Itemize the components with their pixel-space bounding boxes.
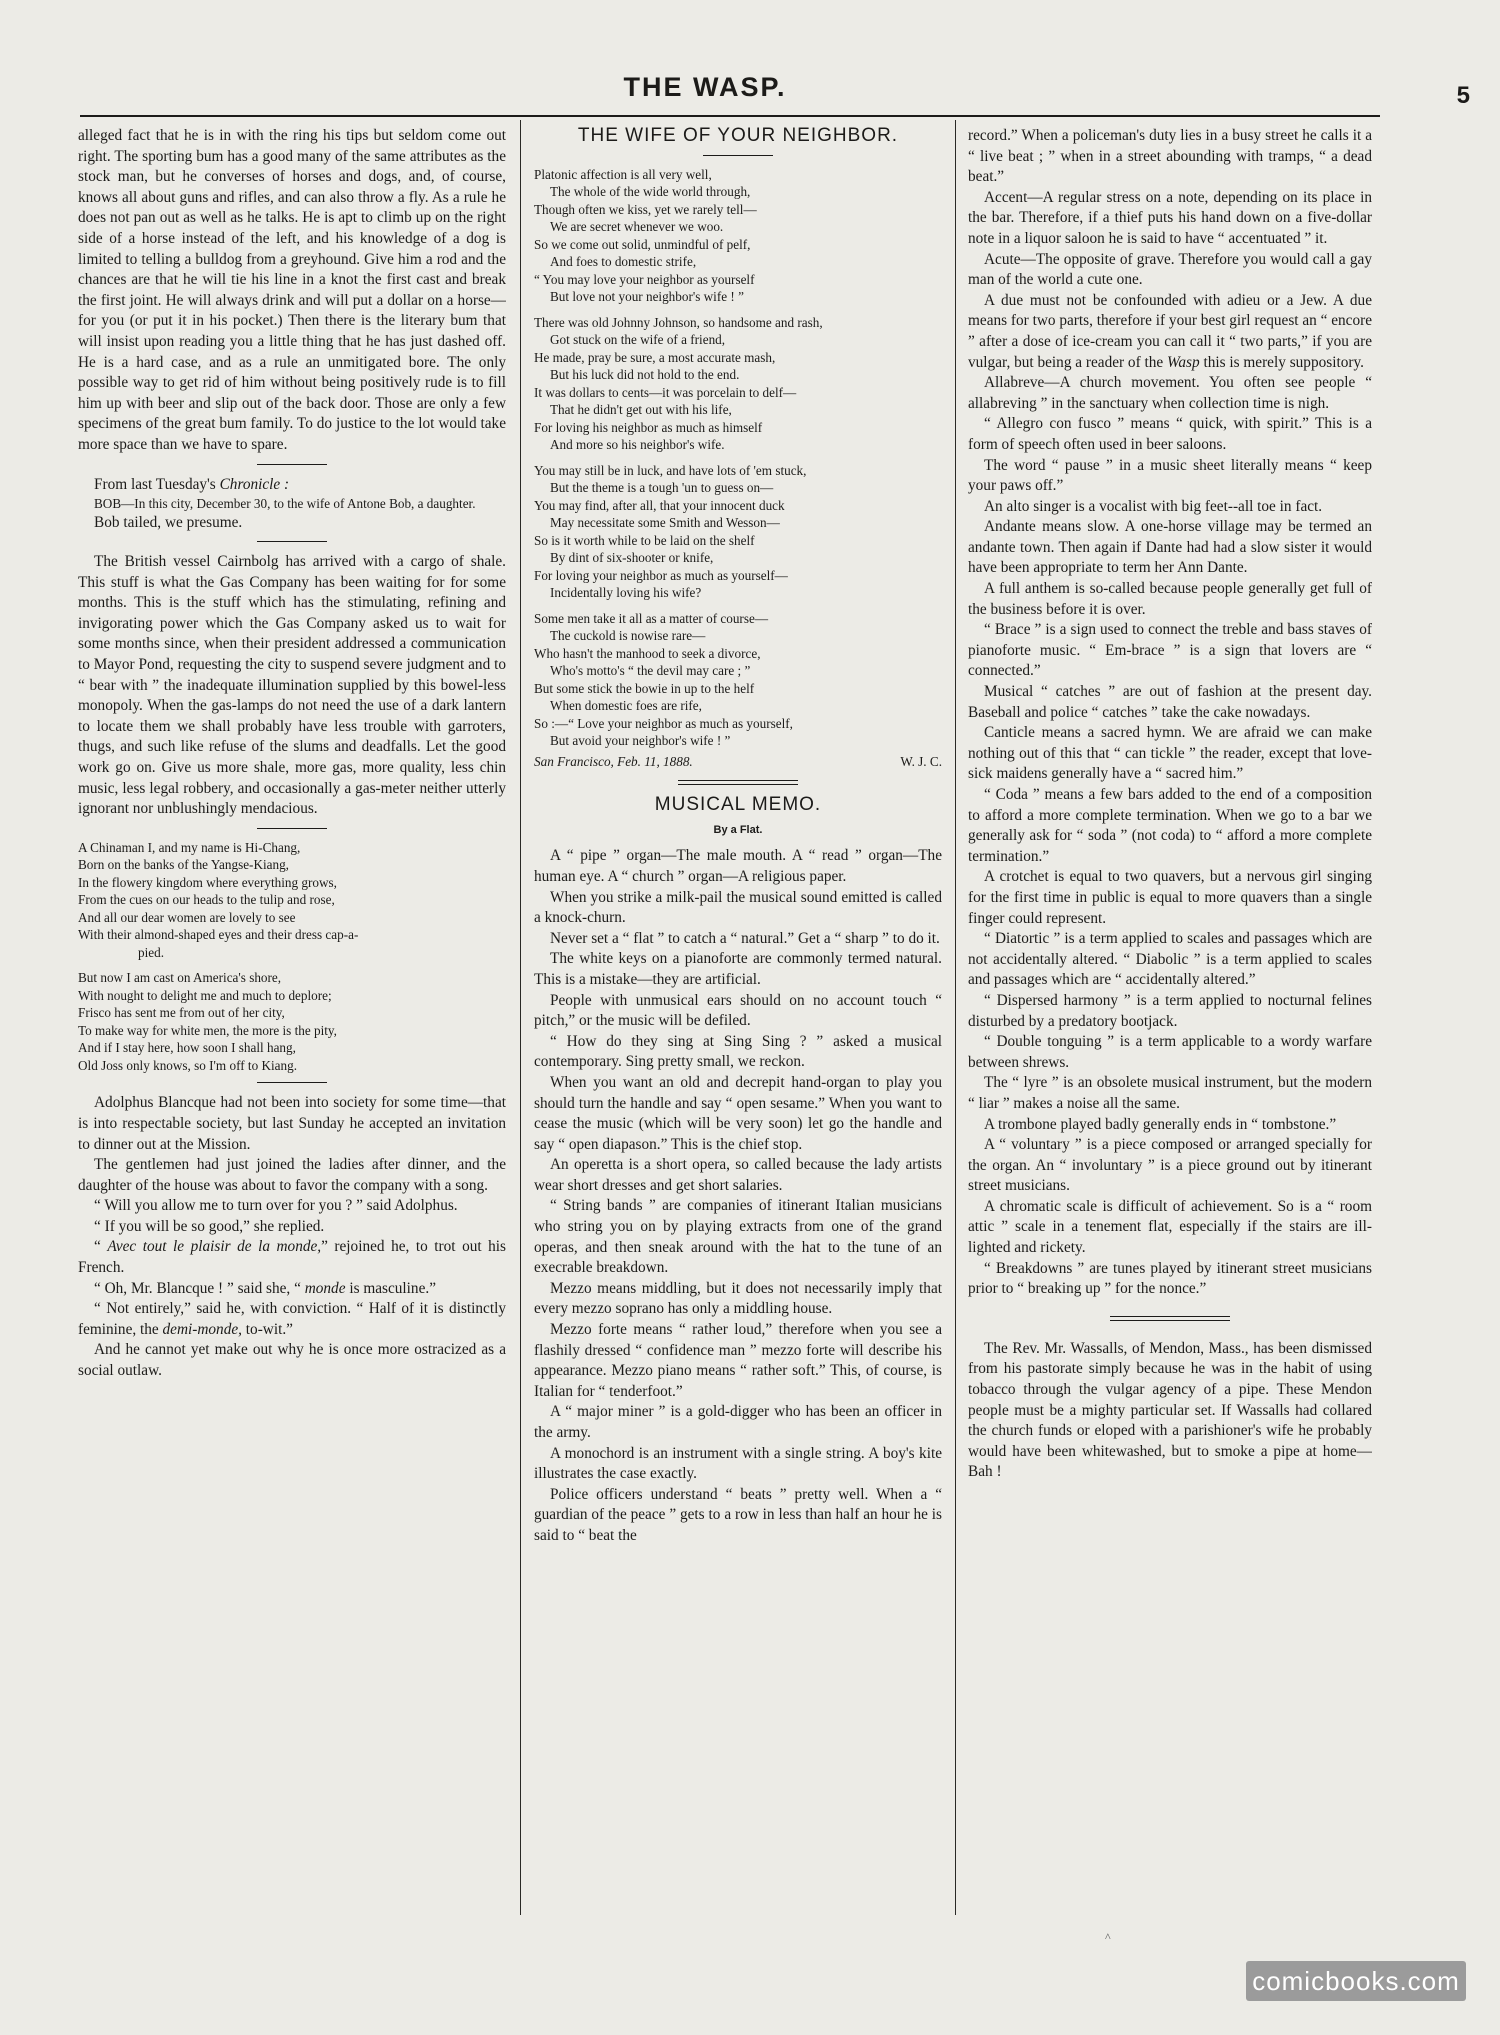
gas-article: The British vessel Cairnbolg has arrived with a cargo of shale. This stuff is what the Gas Company has been waiting for for some months. This is the stuff which has the stimulating, refining and invigorating power which the Gas Company asked us to wait for some months since, when their president addressed a communication to Mayor Pond, requesting the city to suspend severe judgment and to “ bear with ” the inadequate illumination supplied by this bowel-less monopoly. When the gas-lamps do not need the use of a dark lantern to locate them we shall probably have less trouble with garroters, thugs, and such like refuse of the slums and deadfalls. Let the good work go on. Give us more shale, more gas, more quality, less chin music, less legal robbery, and occasionally a gas-meter neither utterly ignorant nor unblushingly mendacious.	[78, 553, 506, 818]
chronicle-intro: From last Tuesday's Chronicle :	[94, 475, 290, 493]
memo-paragraph: Mezzo means middling, but it does not necessarily imply that every mezzo soprano has only a middling house.	[534, 1279, 942, 1318]
memo-paragraph: A due must not be confounded with adieu or a Jew. A due means for two parts, therefore if your best girl request an “ encore ” after a dose of ice-cream you can call it “ two parts,” if you are vulgar, but being a reader of the Wasp this is merely suppository.	[968, 291, 1372, 371]
poem-stanza-4: Some men take it all as a matter of course— The cuckold is nowise rare— Who hasn't the manhood to seek a divorce, Who's motto's “ the devil may care ; ” But some stick the bowie in up to the helf When domestic foes are rife, So :—“ Love your neighbor as much as yourself, But avoid your neighbor's wife ! ”	[534, 610, 793, 749]
memo-paragraph: “ Brace ” is a sign used to connect the treble and bass staves of pianoforte music. “ Em-brace ” is a sign that lovers are “ connected.”	[968, 621, 1372, 680]
chinaman-poem-stanza-1: A Chinaman I, and my name is Hi-Chang, Born on the banks of the Yangse-Kiang, In the flowery kingdom where everything grows, From the cues on our heads to the tulip and rose, And all our dear women are lovely to see With their almond-shaped eyes and their dress cap-a- pied.	[78, 839, 359, 960]
memo-paragraph: A full anthem is so-called because people generally get full of the business before it is over.	[968, 580, 1372, 618]
caret-mark: ^	[1105, 1930, 1111, 1944]
adolphus-paragraph: “ Oh, Mr. Blancque ! ” said she, “ monde is masculine.”	[94, 1279, 436, 1297]
poem-title: THE WIFE OF YOUR NEIGHBOR.	[577, 126, 899, 146]
memo-paragraph: Police officers understand “ beats ” pretty well. When a “ guardian of the peace ” gets to a row in less than half an hour he is said to “ beat the	[534, 1485, 942, 1544]
memo-paragraph: Accent—A regular stress on a note, depending on its place in the bar. Therefore, if a thief puts his hand down on a five-dollar note in a liquor saloon he is said to have “ accentuated ” it.	[968, 188, 1372, 247]
column-left	[78, 126, 506, 1935]
column-divider	[520, 120, 521, 1915]
poem-signature	[534, 752, 942, 773]
section-rule	[703, 155, 773, 156]
memo-paragraph: A crotchet is equal to two quavers, but a nervous girl singing for the first time in public is equal to more quavers than a single finger could represent.	[968, 868, 1372, 927]
memo-title: MUSICAL MEMO.	[654, 794, 822, 816]
memo-paragraph: “ Allegro con fusco ” means “ quick, with spirit.” This is a form of speech often used in beer saloons.	[968, 415, 1372, 453]
bum-article-end: alleged fact that he is in with the ring his tips but seldom come out right. The sporting bum has a good many of the same attributes as the stock man, but he converses of horses and dogs, and, of course, knows all about guns and rifles, and can also throw a fly. As a rule he does not pan out as well as he talks. He is apt to climb up on the right side of a horse instead of the left, and his knowledge of a dog is limited to telling a bulldog from a greyhound. Give him a rod and the chances are that he will tie his line in a knot the first cast and break the first joint. He will always drink and will put a dollar on a horse—for you (or put it in his pocket.) Then there is the literary bum that will insist upon reading you a little thing that he has just dashed off. He is a hard case, and as a rule an unmitigated bore. The only possible way to get rid of him without being positively rude is to fill him up with beer and slip out of the back door. Those are only a few specimens of the great bum family. To do justice to the lot would take more space than we have to spare.	[78, 127, 506, 453]
section-rule	[1110, 1316, 1230, 1321]
memo-paragraph: record.” When a policeman's duty lies in a busy street he calls it a “ live beat ; ” when in a street abounding with tramps, “ a dead beat.”	[968, 127, 1372, 186]
masthead	[60, 72, 1350, 112]
memo-paragraph: When you strike a milk-pail the musical sound emitted is called a knock-churn.	[534, 888, 942, 927]
memo-paragraph: A monochord is an instrument with a single string. A boy's kite illustrates the case exactly.	[534, 1444, 942, 1483]
memo-paragraph: A “ pipe ” organ—The male mouth. A “ read ” organ—The human eye. A “ church ” organ—A religious paper.	[534, 847, 942, 885]
section-rule	[257, 464, 327, 465]
memo-paragraph: The white keys on a pianoforte are commonly termed natural. This is a mistake—they are artificial.	[534, 950, 942, 988]
adolphus-paragraph: And he cannot yet make out why he is once more ostracized as a social outlaw.	[78, 1341, 506, 1380]
column-middle	[534, 126, 942, 1935]
adolphus-paragraph: “ Not entirely,” said he, with conviction. “ Half of it is distinctly feminine, the demi-monde, to-wit.”	[78, 1300, 506, 1338]
memo-paragraph: Acute—The opposite of grave. Therefore you would call a gay man of the world a cute one.	[968, 250, 1372, 289]
memo-paragraph: Allabreve—A church movement. You often see people “ allabreving ” in the sanctuary when collection time is nigh.	[968, 374, 1372, 412]
memo-paragraph: People with unmusical ears should on no account touch “ pitch,” or the music will be defiled.	[534, 991, 942, 1030]
adolphus-paragraph: “ Will you allow me to turn over for you ? ” said Adolphus.	[94, 1197, 458, 1215]
memo-paragraph: An alto singer is a vocalist with big feet--all toe in fact.	[984, 497, 1323, 515]
poem-stanza-1: Platonic affection is all very well, The whole of the wide world through, Though often we kiss, yet we rarely tell— We are secret whenever we woo. So we come out solid, unmindful of pelf, And foes to domestic strife, “ You may love your neighbor as yourself But love not your neighbor's wife ! ”	[534, 166, 757, 305]
memo-paragraph: A “ voluntary ” is a piece composed or arranged specially for the organ. An “ involuntary ” is a piece ground out by itinerant street musicians.	[968, 1136, 1372, 1195]
memo-paragraph: “ Diatortic ” is a term applied to scales and passages which are not accidentally altered. “ Diabolic ” is a term applied to scales and passages which are “ accidentally altered.”	[968, 930, 1372, 989]
section-rule	[257, 828, 327, 829]
memo-paragraph: A chromatic scale is difficult of achievement. So is a “ room attic ” scale in a tenement flat, especially if the stairs are ill-lighted and rickety.	[968, 1197, 1372, 1257]
adolphus-paragraph: The gentlemen had just joined the ladies after dinner, and the daughter of the house was about to favor the company with a song.	[78, 1156, 506, 1194]
adolphus-paragraph: Adolphus Blancque had not been into society for some time—that is into respectable society, but last Sunday he accepted an invitation to dinner out at the Mission.	[78, 1094, 506, 1153]
page-number: 5	[1456, 82, 1470, 109]
column-right	[968, 126, 1372, 1935]
memo-paragraph: “ Double tonguing ” is a term applicable to a wordy warfare between shrews.	[968, 1033, 1372, 1071]
adolphus-paragraph: “ If you will be so good,” she replied.	[94, 1217, 325, 1235]
memo-paragraph: Mezzo forte means “ rather loud,” therefore when you see a flashily dressed “ confidence man ” mezzo forte will describe his appearance. Mezzo piano means “ rather soft.” This, of course, is Italian for “ tenderfoot.”	[534, 1321, 942, 1400]
watermark-logo: comicbooks.com	[1246, 1961, 1466, 2001]
poem-stanza-3: You may still be in luck, and have lots of 'em stuck, But the theme is a tough 'un to guess on— You may find, after all, that your innocent duck May necessitate some Smith and Wesson— So is it worth while to be laid on the shelf By dint of six-shooter or knife, For loving your neighbor as much as yourself— Incidentally loving his wife?	[534, 462, 807, 601]
wassalls-article: The Rev. Mr. Wassalls, of Mendon, Mass., has been dismissed from his pastorate simply because he was in the habit of using tobacco through the vulgar agency of a pipe. These Mendon people must be a mighty particular set. If Wassalls had collared the church funds or eloped with a parishioner's wife he probably would have been whitewashed, but to smoke a pipe at home—Bah !	[968, 1339, 1372, 1481]
memo-paragraph: A trombone played badly generally ends in “ tombstone.”	[984, 1115, 1337, 1133]
birth-notice: BOB—In this city, December 30, to the wife of Antone Bob, a daughter.	[94, 496, 476, 512]
section-rule	[678, 780, 798, 785]
poem-dateline: San Francisco, Feb. 11, 1888.	[534, 753, 693, 769]
page-title: THE WASP.	[623, 72, 787, 102]
poem-initials: W. J. C.	[900, 753, 942, 769]
memo-paragraph: Andante means slow. A one-horse village may be termed an andante town. Then again if Dante had had a slow sister it would have been appropriate to term her Ann Dante.	[968, 518, 1372, 577]
memo-paragraph: The “ lyre ” is an obsolete musical instrument, but the modern “ liar ” makes a noise all the same.	[968, 1074, 1372, 1112]
poem-stanza-2: There was old Johnny Johnson, so handsome and rash, Got stuck on the wife of a friend, He made, pray be sure, a most accurate mash, But his luck did not hold to the end. It was dollars to cents—it was porcelain to delf— That he didn't get out with his life, For loving his neighbor as much as himself And more so his neighbor's wife.	[534, 314, 823, 453]
memo-paragraph: “ String bands ” are companies of itinerant Italian musicians who string you on by playing extracts from one of the grand operas, and then sneak around with the hat to the tune of an execrable breakdown.	[534, 1197, 942, 1277]
memo-paragraph: Canticle means a sacred hymn. We are afraid we can make nothing out of this that “ can tickle ” the reader, except that love-sick maidens generally have a “ sacred him.”	[968, 724, 1372, 783]
bob-quip: Bob tailed, we presume.	[94, 513, 243, 531]
section-rule	[257, 541, 327, 542]
header-rule	[80, 115, 1380, 117]
memo-byline: By a Flat.	[713, 823, 763, 836]
wasp-name: Wasp	[1167, 353, 1200, 371]
chinaman-poem-stanza-2: But now I am cast on America's shore, With nought to delight me and much to deplore; Frisco has sent me from out of her city, To make way for white men, the more is the pity, And if I stay here, how soon I shall hang, Old Joss only knows, so I'm off to Kiang.	[78, 970, 337, 1073]
memo-paragraph: “ Dispersed harmony ” is a term applied to nocturnal felines disturbed by a predatory bootjack.	[968, 991, 1372, 1030]
memo-paragraph: “ Coda ” means a few bars added to the end of a composition to afford a more complete termination. When we go to a bar we generally ask for “ soda ” (not coda) to “ afford a more complete termination.”	[968, 786, 1372, 865]
column-divider	[955, 120, 956, 1915]
memo-paragraph: “ How do they sing at Sing Sing ? ” asked a musical contemporary. Sing pretty small, we reckon.	[534, 1032, 942, 1071]
memo-paragraph: “ Breakdowns ” are tunes played by itinerant street musicians prior to “ breaking up ” for the nonce.”	[968, 1259, 1372, 1298]
section-rule	[257, 1082, 327, 1083]
chronicle-name: Chronicle :	[219, 475, 290, 493]
memo-paragraph: Never set a “ flat ” to catch a “ natural.” Get a “ sharp ” to do it.	[550, 929, 940, 947]
memo-paragraph: Musical “ catches ” are out of fashion at the present day. Baseball and police “ catches ” take the cake nowadays.	[968, 683, 1372, 721]
memo-paragraph: An operetta is a short opera, so called because the lady artists wear short dresses and get short salaries.	[534, 1156, 942, 1194]
memo-paragraph: The word “ pause ” in a music sheet literally means “ keep your paws off.”	[968, 456, 1372, 495]
adolphus-paragraph: “ Avec tout le plaisir de la monde,” rejoined he, to trot out his French.	[78, 1238, 506, 1277]
memo-paragraph: A “ major miner ” is a gold-digger who has been an officer in the army.	[534, 1403, 942, 1441]
memo-paragraph: When you want an old and decrepit hand-organ to play you should turn the handle and say “ open sesame.” When you want to cease the music (which will be very soon) let go the handle and say “ open diapason.” This is the chief stop.	[534, 1073, 942, 1153]
